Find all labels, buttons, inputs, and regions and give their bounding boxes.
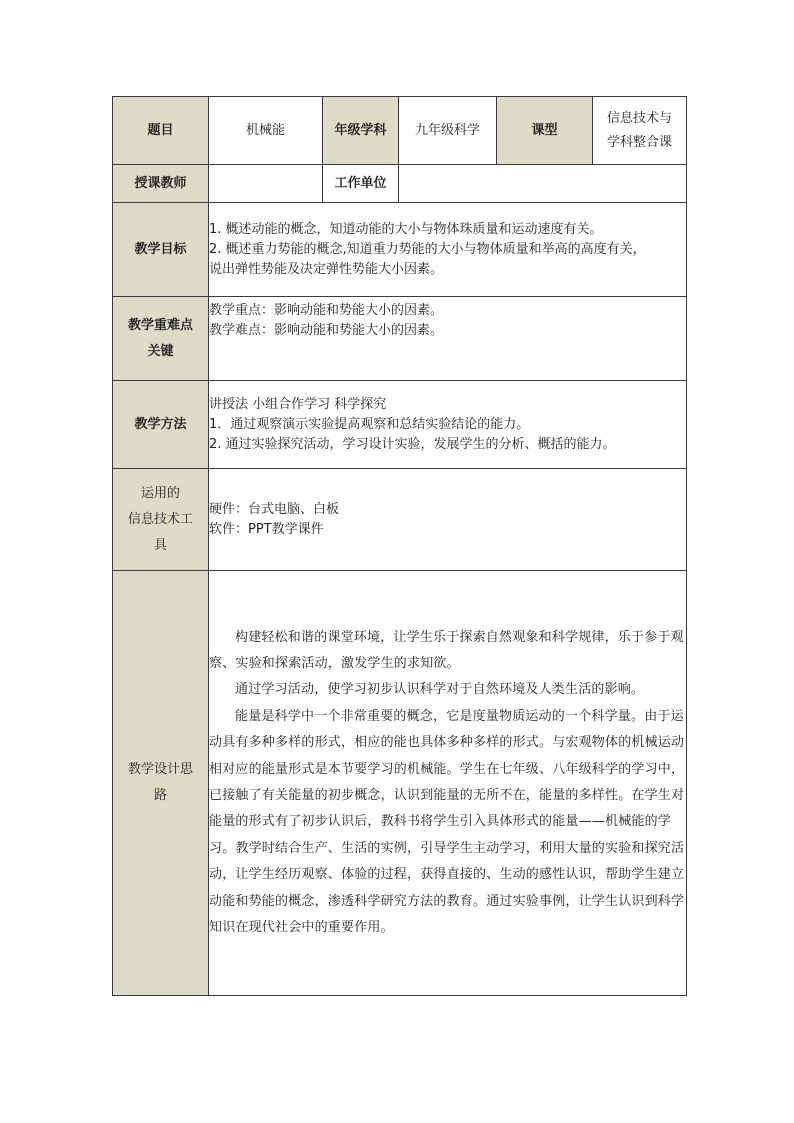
design-row: [113, 571, 687, 996]
key-points-label-line: 关键: [147, 343, 174, 359]
tools-line: 硬件：台式电脑、白板: [209, 501, 340, 517]
methods-row: [113, 381, 687, 469]
key-points-label-line: 教学重难点: [127, 317, 193, 333]
key-points-row: [113, 297, 687, 381]
lesson-plan-table: [112, 96, 687, 996]
goals-content: [209, 203, 687, 297]
goals-line: 1. 概述动能的概念，知道动能的大小与物体珠质量和运动速度有关。: [209, 221, 603, 237]
topic-value: 机械能: [209, 97, 323, 165]
tools-label: [113, 469, 209, 571]
design-paragraph: 通过学习活动，使学习初步认识科学对于自然环境及人类生活的影响。: [235, 682, 645, 698]
tools-label-line: 运用的: [140, 485, 180, 501]
goals-row: [113, 203, 687, 297]
methods-line: 讲授法 小组合作学习 科学探究: [209, 396, 387, 412]
topic-label: 题目: [113, 97, 209, 165]
type-value: [593, 97, 687, 165]
header-row: [113, 97, 687, 165]
teacher-value: [209, 165, 323, 203]
tools-line: 软件：PPT教学课件: [209, 521, 324, 537]
type-label: 课型: [497, 97, 593, 165]
tools-label-line: 具: [153, 537, 167, 553]
tools-label-line: 信息技术工: [127, 511, 193, 527]
key-points-line: 教学重点：影响动能和势能大小的因素。: [209, 303, 444, 318]
goals-label: 教学目标: [113, 203, 209, 297]
methods-line: 1．通过观察演示实验提高观察和总结实验结论的能力。: [209, 416, 530, 432]
design-label: [113, 571, 209, 996]
teacher-row: [113, 165, 687, 203]
type-value-line: 学科整合课: [606, 134, 672, 150]
type-value-line: 信息技术与: [606, 110, 672, 126]
methods-label: 教学方法: [113, 381, 209, 469]
design-label-line: 教学设计思: [127, 762, 193, 777]
tools-content: [209, 469, 687, 571]
design-paragraph: 能量是科学中一个非常重要的概念，它是度量物质运动的一个科学量。由于运动具有多种多样的形式，相应的能也具体多种多样的形式。与宏观物体的机械运动相对应的能量形式是本节要学习的机械能。学生在七年级、八年级科学的学习中，已接触了有关能量的初步概念，认识到能量的无所不在，能量的多样性。在学生对能量的形式有了初步认识后，教科书将学生引入具体形式的能量——机械能的学习。教学时结合生产、生活的实例，引导学生主动学习，利用大量的实验和探究活动，让学生经历观察、体验的过程，获得直接的、生动的感性认识，帮助学生建立动能和势能的概念，渗透科学研究方法的教育。通过实验事例，让学生认识到科学知识在现代社会中的重要作用。: [209, 708, 685, 936]
grade-label: 年级学科: [323, 97, 399, 165]
key-points-line: 教学难点：影响动能和势能大小的因素。: [209, 323, 444, 338]
teacher-label: 授课教师: [113, 165, 209, 203]
unit-label: 工作单位: [323, 165, 399, 203]
unit-value: [399, 165, 687, 203]
key-points-content: [209, 297, 687, 381]
key-points-label: [113, 297, 209, 381]
design-content: [209, 571, 687, 996]
design-paragraph: 构建轻松和谐的课堂环境，让学生乐于探索自然观象和科学规律，乐于参于观察、实验和探索活动，激发学生的求知欲。: [209, 629, 684, 671]
grade-value: 九年级科学: [399, 97, 497, 165]
design-label-line: 路: [153, 788, 167, 803]
goals-line: 2. 概述重力势能的概念,知道重力势能的大小与物体质量和举高的高度有关，: [209, 241, 646, 257]
methods-content: [209, 381, 687, 469]
methods-line: 2. 通过实验探究活动，学习设计实验，发展学生的分析、概括的能力。: [209, 436, 616, 452]
tools-row: [113, 469, 687, 571]
goals-line: 说出弹性势能及决定弹性势能大小因素。: [209, 261, 444, 277]
